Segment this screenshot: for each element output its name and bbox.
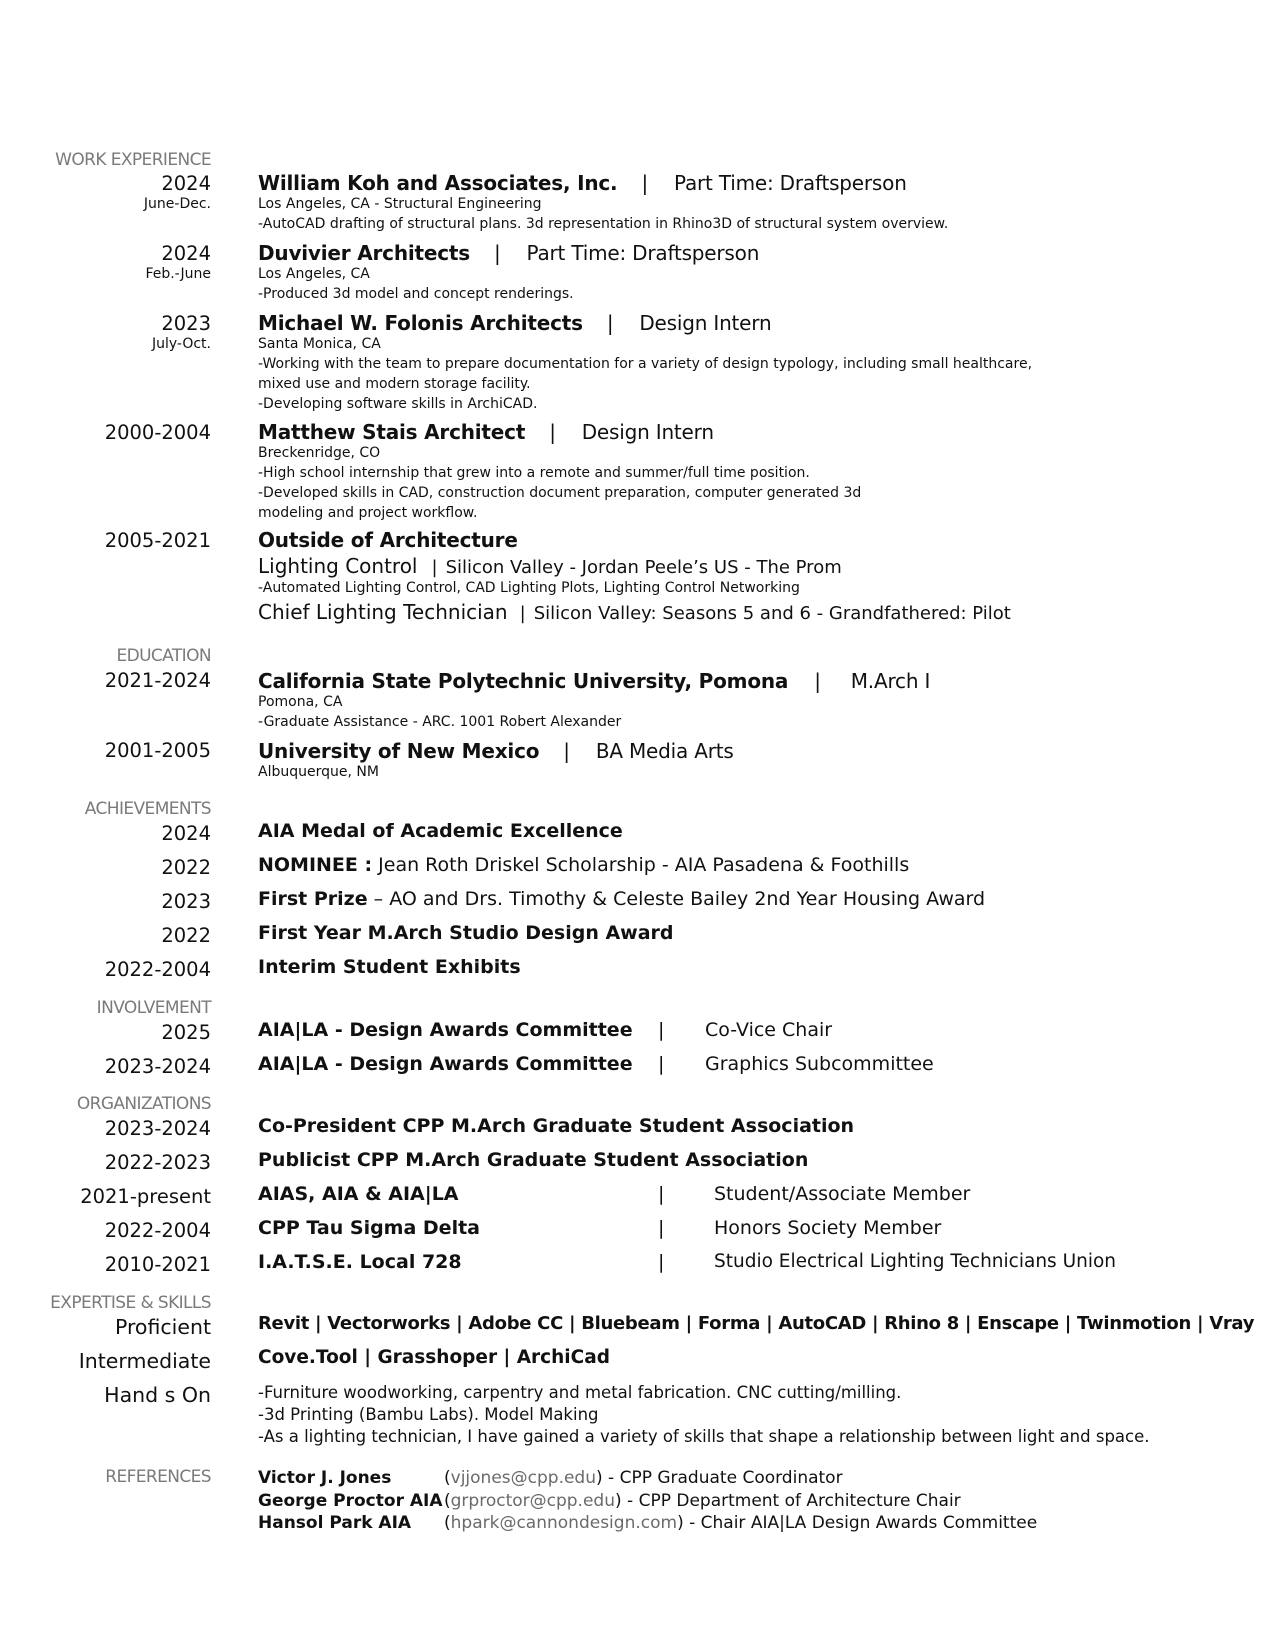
- job-detail: -Developed skills in CAD, construction document preparation, computer generated 3d: [258, 485, 862, 501]
- involvement-role: Co-Vice Chair: [705, 1019, 833, 1041]
- work-details: [258, 264, 574, 304]
- achievement-text: Jean Roth Driskel Scholarship - AIA Pasadena & Foothills: [372, 854, 910, 876]
- job-detail: -Developing software skills in ArchiCAD.: [258, 396, 538, 412]
- separator: |: [658, 1183, 665, 1205]
- reference-name: Hansol Park AIA: [258, 1513, 412, 1533]
- achievement-text: – AO and Drs. Timothy & Celeste Bailey 2nd Year Housing Award: [367, 888, 986, 910]
- job-role: Design Intern: [581, 420, 714, 444]
- separator: |: [606, 311, 614, 335]
- achievement-title: AIA Medal of Academic Excellence: [258, 820, 623, 842]
- work-details: [258, 443, 861, 523]
- work-year: 2000-2004: [104, 421, 211, 444]
- skill-level: Proficient: [114, 1315, 211, 1339]
- achievement-year: 2022-2004: [104, 958, 211, 981]
- job-role: Part Time: Draftsperson: [674, 171, 907, 195]
- reference-email-link[interactable]: vjjones@cpp.edu: [450, 1468, 596, 1488]
- work-title: [258, 241, 759, 265]
- achievement-year: 2022: [161, 924, 211, 947]
- reference-name: George Proctor AIA: [258, 1490, 443, 1511]
- skill-list: Revit | Vectorworks | Adobe CC | Bluebeam | Forma | AutoCAD | Rhino 8 | Enscape | Twinmotion | Vray: [258, 1313, 1255, 1334]
- degree: M.Arch I: [850, 669, 931, 693]
- section-heading-references: REFERENCES: [105, 1467, 211, 1487]
- job-location: Los Angeles, CA - Structural Engineering: [258, 196, 542, 212]
- job-detail: -Produced 3d model and concept renderings.: [258, 286, 574, 302]
- involvement-name: AIA|LA - Design Awards Committee: [258, 1053, 633, 1075]
- work-title: [258, 420, 714, 444]
- separator: |: [814, 669, 821, 693]
- job-detail: mixed use and modern storage facility.: [258, 376, 531, 392]
- section-heading-education: EDUCATION: [116, 646, 211, 666]
- org-name: CPP Tau Sigma Delta: [258, 1217, 480, 1239]
- job-detail: -Working with the team to prepare documentation for a variety of design typology, including small healthcare,: [258, 356, 1033, 372]
- work-year: 2023: [161, 312, 211, 335]
- school-location: Pomona, CA: [258, 694, 343, 710]
- achievement-title: First Prize: [258, 888, 368, 910]
- skill-list: Cove.Tool | Grasshoper | ArchiCad: [258, 1347, 610, 1368]
- separator: |: [658, 1019, 665, 1041]
- work-months: Feb.-June: [145, 266, 211, 282]
- separator: |: [431, 557, 438, 578]
- job-detail: modeling and project workflow.: [258, 505, 478, 521]
- references-list: [258, 1467, 1037, 1535]
- separator: |: [519, 603, 526, 624]
- achievement-item: [258, 888, 985, 910]
- separator: |: [563, 739, 570, 763]
- job-detail: -AutoCAD drafting of structural plans. 3d representation in Rhino3D of structural system overview.: [258, 216, 949, 232]
- degree: BA Media Arts: [595, 739, 734, 763]
- school-name: California State Polytechnic University, Pomona: [258, 669, 789, 693]
- company-name: Duvivier Architects: [258, 241, 470, 265]
- reference-email-link[interactable]: hpark@cannondesign.com: [450, 1513, 678, 1533]
- outside-title: Outside of Architecture: [258, 528, 518, 552]
- reference-name: Victor J. Jones: [258, 1468, 392, 1488]
- org-role: Honors Society Member: [714, 1217, 942, 1239]
- outside-detail: -Automated Lighting Control, CAD Lighting Plots, Lighting Control Networking: [258, 580, 800, 596]
- achievement-item: [258, 854, 909, 876]
- work-months: June-Dec.: [143, 196, 211, 212]
- job-role: Design Intern: [639, 311, 772, 335]
- job-location: Santa Monica, CA: [258, 336, 381, 352]
- separator: |: [658, 1053, 665, 1075]
- involvement-year: 2023-2024: [104, 1055, 211, 1078]
- org-year: 2022-2023: [104, 1151, 211, 1174]
- skill-level: Hand s On: [104, 1383, 211, 1407]
- achievement-item: [258, 820, 623, 842]
- achievement-year: 2022: [161, 856, 211, 879]
- edu-detail: -Graduate Assistance - ARC. 1001 Robert Alexander: [258, 714, 622, 730]
- outside-line: [258, 600, 1011, 624]
- involvement-role: Graphics Subcommittee: [705, 1053, 934, 1075]
- org-role: Studio Electrical Lighting Technicians Union: [714, 1251, 1117, 1272]
- reference-title: CPP Department of Architecture Chair: [638, 1490, 961, 1511]
- involvement-year: 2025: [161, 1021, 211, 1044]
- work-months: July-Oct.: [151, 336, 211, 352]
- org-year: 2022-2004: [104, 1219, 211, 1242]
- work-title: [258, 171, 907, 195]
- achievement-year: 2024: [161, 822, 211, 845]
- company-name: Michael W. Folonis Architects: [258, 311, 583, 335]
- edu-title: [258, 669, 930, 693]
- section-heading-achievements: ACHIEVEMENTS: [84, 799, 211, 819]
- outside-line-title: Chief Lighting Technician: [258, 600, 508, 624]
- job-role: Part Time: Draftsperson: [526, 241, 760, 265]
- achievement-title: NOMINEE :: [258, 854, 373, 876]
- org-name: AIAS, AIA & AIA|LA: [258, 1183, 459, 1205]
- outside-line-rest: Silicon Valley: Seasons 5 and 6 - Grandfathered: Pilot: [533, 603, 1011, 624]
- outside-line-rest: Silicon Valley - Jordan Peele’s US - The Prom: [445, 557, 842, 578]
- org-year: 2010-2021: [104, 1253, 211, 1276]
- skill-hands-on: [258, 1382, 1150, 1448]
- school-location: Albuquerque, NM: [258, 764, 379, 780]
- work-year: 2024: [161, 242, 211, 265]
- job-location: Los Angeles, CA: [258, 266, 370, 282]
- work-title: [258, 311, 771, 335]
- reference-title: Chair AIA|LA Design Awards Committee: [700, 1513, 1038, 1533]
- work-year: 2024: [161, 172, 211, 195]
- reference-title: CPP Graduate Coordinator: [619, 1468, 843, 1488]
- company-name: Matthew Stais Architect: [258, 420, 526, 444]
- reference-item: Hansol Park AIA (hpark@cannondesign.com) - Chair AIA|LA Design Awards Committee: [258, 1513, 1038, 1533]
- reference-email-link[interactable]: grproctor@cpp.edu: [450, 1490, 615, 1511]
- edu-year: 2001-2005: [104, 739, 211, 762]
- section-heading-work: WORK EXPERIENCE: [55, 150, 211, 170]
- achievement-item: [258, 922, 674, 944]
- org-role: Student/Associate Member: [714, 1183, 971, 1205]
- org-year: 2021-present: [80, 1185, 211, 1208]
- skill-level: Intermediate: [78, 1349, 211, 1373]
- edu-year: 2021-2024: [104, 669, 211, 692]
- org-name: Co-President CPP M.Arch Graduate Student Association: [258, 1115, 855, 1137]
- work-year: 2005-2021: [104, 529, 211, 552]
- achievement-year: 2023: [161, 890, 211, 913]
- skill-line: -As a lighting technician, I have gained a variety of skills that shape a relationship between light and space.: [258, 1427, 1150, 1446]
- separator: |: [493, 241, 501, 265]
- section-heading-involvement: INVOLVEMENT: [96, 998, 211, 1018]
- achievement-title: First Year M.Arch Studio Design Award: [258, 922, 674, 944]
- outside-line-title: Lighting Control: [258, 554, 418, 578]
- company-name: William Koh and Associates, Inc.: [258, 171, 618, 195]
- org-name: I.A.T.S.E. Local 728: [258, 1251, 462, 1273]
- reference-item: Victor J. Jones (vjjones@cpp.edu) - CPP Graduate Coordinator: [258, 1468, 843, 1488]
- involvement-name: AIA|LA - Design Awards Committee: [258, 1019, 633, 1041]
- edu-title: [258, 739, 734, 763]
- edu-details: [258, 692, 621, 732]
- work-details: [258, 194, 948, 234]
- section-heading-organizations: ORGANIZATIONS: [76, 1094, 211, 1114]
- job-location: Breckenridge, CO: [258, 445, 381, 461]
- org-name: Publicist CPP M.Arch Graduate Student Association: [258, 1149, 809, 1171]
- org-year: 2023-2024: [104, 1117, 211, 1140]
- reference-item: George Proctor AIA(grproctor@cpp.edu) - CPP Department of Architecture Chair: [258, 1490, 961, 1511]
- outside-line: [258, 554, 842, 578]
- work-details: [258, 334, 1032, 414]
- job-detail: -High school internship that grew into a remote and summer/full time position.: [258, 465, 810, 481]
- section-heading-skills: EXPERTISE & SKILLS: [50, 1293, 211, 1313]
- separator: |: [658, 1251, 665, 1273]
- separator: |: [641, 171, 648, 195]
- separator: |: [549, 420, 556, 444]
- achievement-item: [258, 956, 521, 978]
- skill-line: -3d Printing (Bambu Labs). Model Making: [258, 1405, 599, 1424]
- achievement-title: Interim Student Exhibits: [258, 956, 521, 978]
- separator: |: [658, 1217, 665, 1239]
- school-name: University of New Mexico: [258, 739, 540, 763]
- skill-line: -Furniture woodworking, carpentry and metal fabrication. CNC cutting/milling.: [258, 1383, 902, 1402]
